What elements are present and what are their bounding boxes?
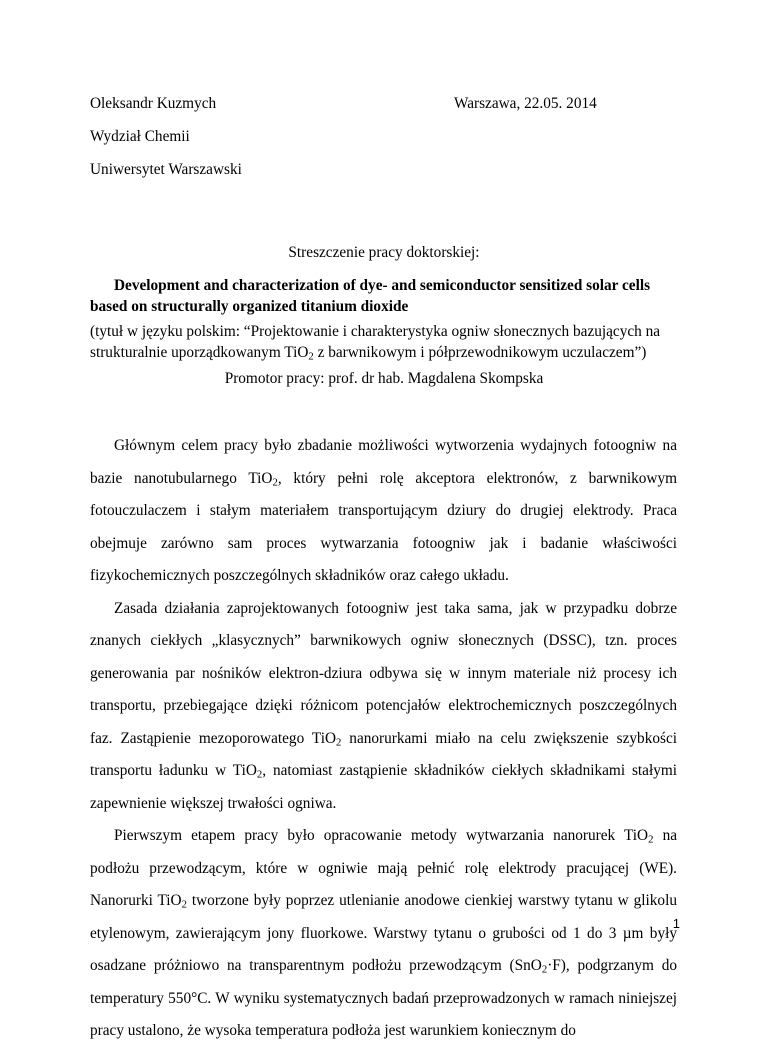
thesis-title-line-2: based on structurally organized titanium dioxide [90, 298, 409, 315]
place-date: Warszawa, 22.05. 2014 [454, 95, 597, 112]
abstract-body [90, 430, 677, 1048]
supervisor-line: Promotor pracy: prof. dr hab. Magdalena Skompska [224, 370, 544, 387]
thesis-title-line-1: Development and characterization of dye- and semiconductor sensitized solar cells [114, 277, 651, 294]
paragraph-1: Głównym celem pracy było zbadanie możliwości wytworzenia wydajnych fotoogniw na bazie nanotubularnego TiO$_2$, który pełni rolę akceptora elektronów, z barwnikowym fotouczulaczem i stałym materiałem transportującym dziury do drugiej elektrody. Praca obejmuje zarówno sam proces wytwarzania fotoogniw jak i badanie właściwości fizykochemicznych poszczególnych składników oraz całego układu. [90, 437, 677, 584]
polish-title-line-1: (tytuł w języku polskim: “Projektowanie i charakterystyka ogniw słonecznych bazujących na [90, 323, 661, 340]
polish-title-line-2: strukturalnie uporządkowanym TiO$_2$ z barwnikowym i półprzewodnikowym uczulaczem”) [90, 344, 647, 363]
university-name: Uniwersytet Warszawski [90, 161, 242, 178]
abstract-heading: Streszczenie pracy doktorskiej: [288, 244, 480, 261]
page-number: 1 [672, 916, 680, 931]
polish-title [90, 321, 685, 363]
paragraph-3: Pierwszym etapem pracy było opracowanie metody wytwarzania nanorurek TiO$_2$ na podłożu przewodzącym, które w ogniwie mają pełnić rolę elektrody pracującej (WE). Nanorurki TiO$_2$ tworzone były poprzez utlenianie anodowe cienkiej warstwy tytanu w glikolu etylenowym, zawierającym jony fluorkowe. Warstwy tytanu o grubości od 1 do 3 µm były osadzane próżniowo na transparentnym podłożu przewodzącym (SnO$_2$·F), podgrzanym do temperatury 550°C. W wyniku systematycznych badań przeprowadzonych w ramach niniejszej pracy ustalono, że wysoka temperatura podłoża jest warunkiem koniecznym do [90, 827, 678, 1039]
paragraph-2: Zasada działania zaprojektowanych fotoogniw jest taka sama, jak w przypadku dobrze znanych ciekłych „klasycznych” barwnikowych ogniw słonecznych (DSSC), tzn. proces generowania par nośników elektron-dziura odbywa się w innym materiale niż procesy ich transportu, przebiegające dzięki różnicom potencjałów elektrochemicznych poszczególnych faz. Zastąpienie mezoporowatego TiO$_2$ nanorurkami miało na celu zwiększenie szybkości transportu ładunku w TiO$_2$, natomiast zastąpienie składników ciekłych składnikami stałymi zapewnienie większej trwałości ogniwa. [90, 599, 678, 812]
thesis-title [90, 275, 680, 317]
faculty-name: Wydział Chemii [90, 128, 190, 145]
author-name: Oleksandr Kuzmych [90, 95, 217, 112]
